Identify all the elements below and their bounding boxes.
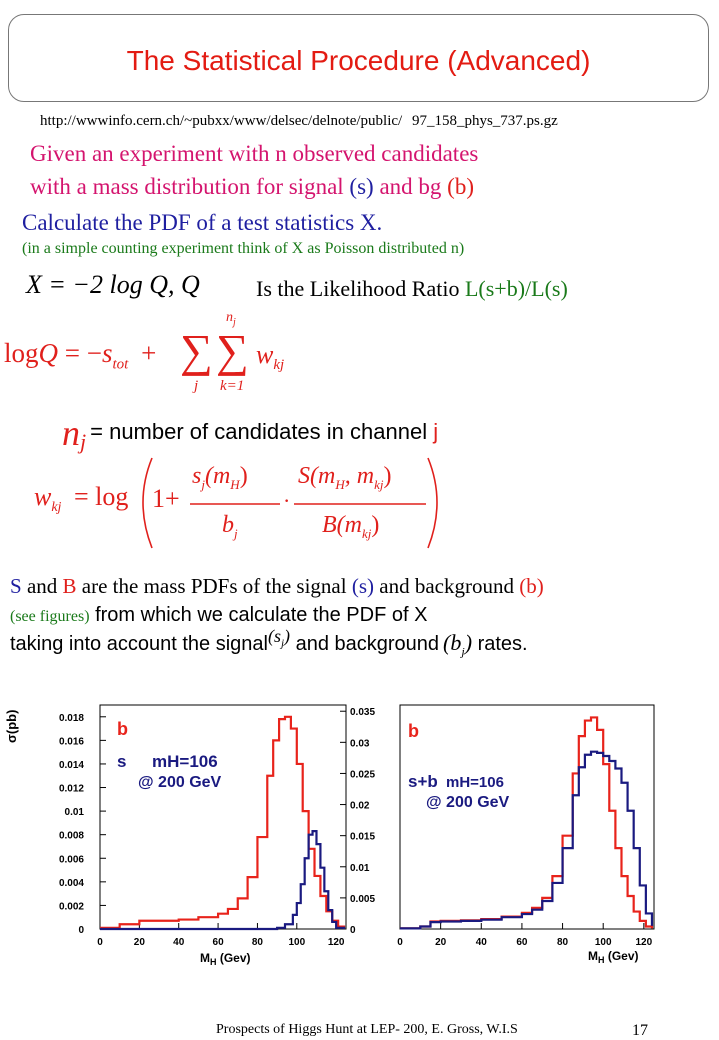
weight-w: w [256, 340, 274, 369]
x-tick-label: 0 [397, 937, 403, 948]
y-tick-label: 0.008 [58, 830, 84, 842]
weight-kj: kj [273, 357, 285, 374]
y-right-tick-label: 0.03 [350, 738, 370, 750]
frac2-Bkj: kj [361, 525, 372, 541]
sum-j: ∑ [180, 325, 213, 376]
para-sj-s: (s [267, 626, 281, 646]
y-tick-label: 0.004 [58, 877, 84, 889]
y-right-tick-label: 0.015 [350, 831, 376, 843]
frac2-mid: , m [344, 463, 375, 489]
para-line3 [10, 626, 528, 659]
frac1-H: H [230, 476, 240, 492]
intro-line2 [30, 174, 474, 200]
chart1-xlabel-unit: (Gev) [216, 951, 251, 965]
chart1-legend-energy: @ 200 GeV [138, 774, 222, 791]
x-tick-label: 60 [212, 937, 224, 948]
para-bj-b: (b [443, 630, 462, 655]
nj-channel: j [433, 419, 439, 444]
y-right-tick-label: 0 [350, 925, 356, 936]
frac1-den [222, 512, 238, 542]
para-line2-text: from which we calculate the PDF of X [89, 604, 428, 626]
x-tick-label: 120 [327, 937, 345, 948]
chart1-xlabel-m: M [200, 951, 210, 965]
wkj-kj: kj [51, 500, 62, 516]
frac-dot: · [283, 488, 291, 513]
chart2-legend-mh: mH=106 [446, 774, 504, 791]
logq-q: Q [38, 338, 59, 368]
intro-line2-b: and bg [373, 174, 448, 199]
para-B: B [62, 574, 77, 598]
sum-j-index: j [194, 378, 199, 394]
para-rest: are the mass PDFs of the signal [76, 574, 352, 598]
frac1-close: ) [239, 463, 248, 489]
frac1-bj: j [234, 525, 238, 541]
nj-text: = number of candidates in channel [90, 419, 434, 444]
chart1-xlabel [200, 951, 251, 967]
chart2-xlabel-m: M [588, 949, 598, 963]
frac1-mh: (m [204, 463, 231, 489]
chart2-xlabel-unit: (Gev) [604, 949, 639, 963]
x-tick-label: 100 [288, 937, 306, 948]
chart2-legend-b: b [408, 721, 419, 741]
chart2-xlabel [588, 949, 639, 965]
url-part2: 97_158_phys_737.ps.gz [411, 113, 558, 129]
para-and: and [21, 574, 63, 598]
chart1-ylabel: σ(pb) [4, 709, 19, 743]
intro-bg: (b) [447, 174, 474, 199]
para-sj-j: j [280, 637, 285, 650]
formula-x [26, 270, 200, 300]
formula-logq [4, 338, 156, 373]
nj-j: j [80, 429, 87, 455]
para-and2: and background [374, 574, 520, 598]
x-tick-label: 120 [635, 937, 653, 948]
frac2-num [298, 463, 391, 493]
para-s: (s) [351, 574, 374, 598]
x-tick-label: 80 [251, 937, 264, 948]
intro-signal: (s) [349, 174, 374, 199]
para-bj-j: j [461, 644, 465, 659]
chart-signal-background [0, 695, 376, 970]
page-title: The Statistical Procedure (Advanced) [126, 45, 591, 76]
y-tick-label: 0.014 [58, 759, 84, 771]
sum-k-lower: k=1 [220, 378, 245, 394]
para-line3b: and background [290, 633, 440, 655]
frac1-sj: j [201, 476, 205, 492]
chart2-legend-energy: @ 200 GeV [426, 794, 510, 811]
sum-k: ∑ [216, 325, 249, 376]
frac1-s: s [192, 463, 202, 489]
calc-line1: Calculate the PDF of a test statistics X. [22, 210, 383, 235]
intro-line1: Given an experiment with n observed candidates [30, 141, 479, 166]
frac2-den [322, 512, 379, 542]
frac1-b: b [222, 512, 234, 538]
para-sj-close: ) [284, 626, 291, 646]
formula-wkj [34, 482, 128, 516]
x-tick-label: 60 [516, 937, 528, 948]
y-tick-label: 0.002 [58, 901, 84, 913]
intro-line2-a: with a mass distribution for signal [30, 174, 350, 199]
x-tick-label: 80 [556, 937, 569, 948]
logq-log: log [4, 338, 39, 368]
y-tick-label: 0.01 [64, 807, 84, 819]
para-line3a: taking into account the signal [10, 633, 268, 655]
sum-k-upper-j: j [233, 316, 236, 328]
y-tick-label: 0 [78, 925, 84, 936]
wkj-one: 1+ [152, 484, 180, 513]
chart1-xlabel-sub: H [210, 957, 217, 967]
formula-x-lhs: X = −2 log Q, Q [26, 270, 200, 299]
chart2-xlabel-sub: H [598, 955, 605, 965]
title-box [8, 14, 709, 102]
frac2-close: ) [383, 463, 392, 489]
sum-k-upper-n: n [226, 310, 233, 325]
calc-line2: (in a simple counting experiment think of X as Poisson distributed n) [22, 240, 465, 257]
x-tick-label: 100 [594, 937, 612, 948]
frac2-SH: H [335, 476, 345, 492]
chart1-legend-s: s [117, 752, 127, 771]
y-right-tick-label: 0.035 [350, 707, 376, 719]
x-tick-label: 40 [475, 937, 487, 948]
likelihood-ratio: L(s+b)/L(s) [464, 276, 568, 301]
frac2-Bclose: ) [371, 512, 380, 538]
frac2-S: S(m [298, 463, 336, 489]
likelihood-text [256, 276, 568, 302]
chart-signal-plus-background [362, 695, 692, 970]
para-sj [267, 626, 291, 650]
sum-k-upper [226, 310, 236, 328]
para-b: (b) [519, 574, 544, 598]
y-tick-label: 0.018 [58, 712, 84, 724]
logq-tot: tot [112, 356, 129, 373]
x-tick-label: 0 [97, 937, 103, 948]
wkj-w: w [34, 482, 52, 511]
para-line2 [10, 604, 427, 627]
frac2-Skj: kj [374, 476, 384, 492]
para-S: S [10, 574, 22, 598]
y-right-tick-label: 0.02 [350, 800, 370, 812]
logq-plus: + [141, 338, 157, 368]
y-right-tick-label: 0.005 [350, 893, 376, 905]
y-tick-label: 0.006 [58, 854, 84, 866]
y-tick-label: 0.016 [58, 736, 84, 748]
y-tick-label: 0.012 [58, 783, 84, 795]
logq-s: s [101, 338, 113, 368]
para-see: (see figures) [10, 608, 90, 625]
para-bj [443, 630, 473, 659]
para-line1 [10, 574, 544, 599]
y-right-tick-label: 0.01 [350, 862, 370, 874]
x-tick-label: 40 [173, 937, 185, 948]
likelihood-label: Is the Likelihood Ratio [256, 276, 465, 301]
sum-weight [256, 340, 284, 374]
x-tick-label: 20 [133, 937, 145, 948]
page-number: 17 [632, 1022, 648, 1039]
nj-definition [62, 412, 438, 455]
frac1-num [192, 463, 248, 493]
chart2-legend-sb: s+b [408, 772, 438, 791]
frac2-B: B(m [322, 512, 362, 538]
logq-eq: = − [58, 338, 102, 368]
url-part1: http://wwwinfo.cern.ch/~pubxx/www/delsec/delnote/public/ [40, 113, 403, 129]
y-right-tick-label: 0.025 [350, 769, 376, 781]
reference-url [40, 113, 558, 130]
nj-n: n [62, 413, 80, 453]
para-bj-close: ) [464, 630, 473, 655]
chart1-legend-b: b [117, 719, 128, 739]
chart1-legend-mh: mH=106 [152, 752, 218, 771]
left-paren [143, 458, 152, 548]
wkj-eqlog: = log [73, 482, 129, 511]
footer-text: Prospects of Higgs Hunt at LEP- 200, E. Gross, W.I.S [216, 1022, 518, 1037]
right-paren [428, 458, 437, 548]
x-tick-label: 20 [435, 937, 447, 948]
para-line3c: rates. [472, 633, 528, 655]
